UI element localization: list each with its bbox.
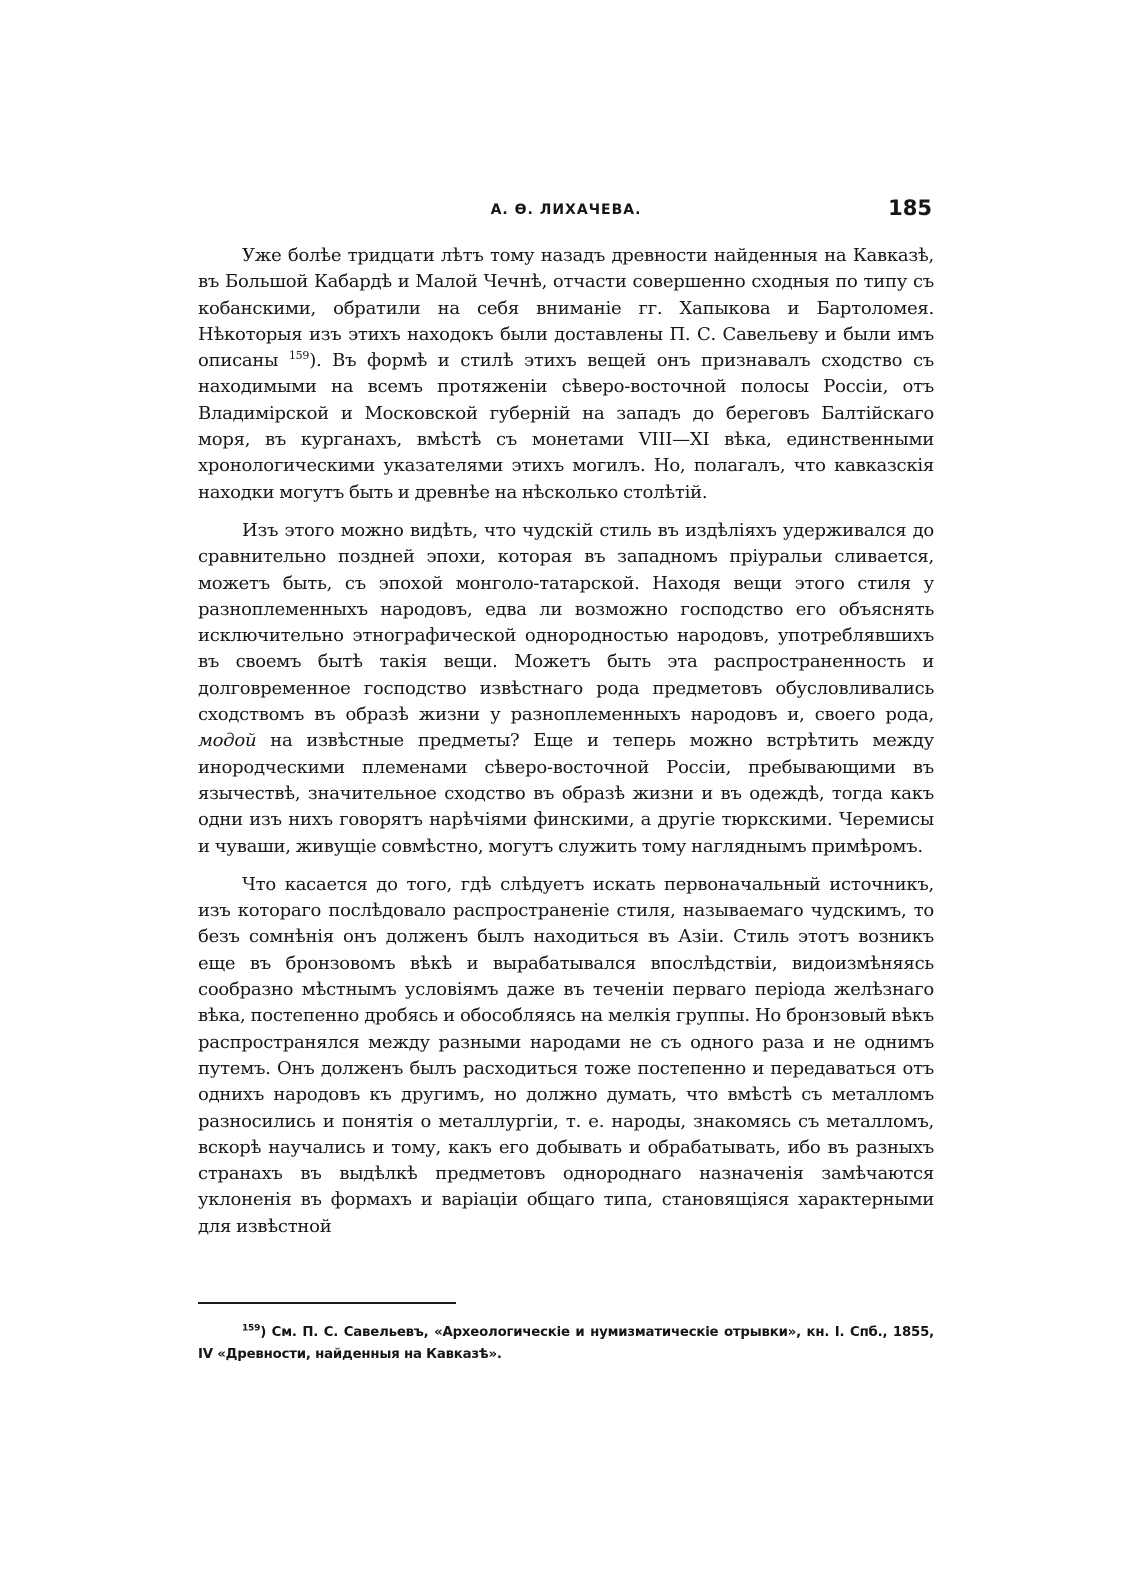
footnote xyxy=(198,1322,934,1366)
paragraph-2-text: Изъ этого можно видѣть, что чудскій стиль въ издѣліяхъ удерживался до сравнительно поздней эпохи, которая въ западномъ пріуральи сливается, можетъ быть, съ эпохой монголо-татарской. Находя вещи этого стиля у разноплеменныхъ народовъ, едва ли возможно господство его объяснять исключительно этнографической однородностью народовъ, употреблявшихъ въ своемъ бытѣ такія вещи. Можетъ быть эта распространенность и долговременное господство извѣстнаго рода предметовъ обусловливались сходствомъ въ образѣ жизни у разноплеменныхъ народовъ и, своего рода, xyxy=(198,519,934,726)
running-head: А. Ѳ. ЛИХАЧЕВА. xyxy=(490,202,642,218)
paragraph-1-continuation: ). Въ формѣ и стилѣ этихъ вещей онъ признавалъ сходство съ находимыми на всемъ протяженіи сѣверо-восточной полосы Россіи, отъ Владимірской и Московской губерній на западъ до береговъ Балтійскаго моря, въ курганахъ, вмѣстѣ съ монетами VIII—XI вѣка, единственными хронологическими указателями этихъ могилъ. Но, полагалъ, что кавказскія находки могутъ быть и древнѣе на нѣсколько столѣтій. xyxy=(198,350,934,503)
page-header xyxy=(198,196,934,226)
emphasis-word: модой xyxy=(198,730,257,752)
paragraph-3 xyxy=(198,872,934,1240)
footnote-reference: 159 xyxy=(288,349,310,363)
footnote-text: ) См. П. С. Савельевъ, «Археологическіе и нумизматическіе отрывки», кн. I. Спб., 1855, IV «Древности, найденныя на Кавказѣ». xyxy=(198,1325,934,1362)
body-text xyxy=(198,243,934,1252)
paragraph-3-text: Что касается до того, гдѣ слѣдуетъ искать первоначальный источникъ, изъ котораго послѣдовало распространеніе стиля, называемаго чудскимъ, то безъ сомнѣнія онъ долженъ былъ находиться въ Азіи. Стиль этотъ возникъ еще въ бронзовомъ вѣкѣ и вырабатывался впослѣдствіи, видоизмѣняясь сообразно мѣстнымъ условіямъ даже въ теченіи перваго періода желѣзнаго вѣка, постепенно дробясь и обособляясь на мелкія группы. Но бронзовый вѣкъ распространялся между разными народами не съ одного раза и не однимъ путемъ. Онъ долженъ былъ расходиться тоже постепенно и передаваться отъ однихъ народовъ къ другимъ, но должно думать, что вмѣстѣ съ металломъ разносились и понятія о металлургіи, т. е. народы, знакомясь съ металломъ, вскорѣ научались и тому, какъ его добывать и обрабатывать, ибо въ разныхъ странахъ въ выдѣлкѣ предметовъ однороднаго назначенія замѣчаются уклоненія въ формахъ и варіаціи общаго типа, становящіяся характерными для извѣстной xyxy=(198,873,934,1237)
page-number: 185 xyxy=(888,196,932,220)
paragraph-1 xyxy=(198,243,934,506)
paragraph-2-continuation: на извѣстные предметы? Еще и теперь можно встрѣтить между инородческими племенами сѣверо-восточной Россіи, пребывающими въ язычествѣ, значительное сходство въ образѣ жизни и въ одеждѣ, тогда какъ одни изъ нихъ говорятъ нарѣчіями финскими, а другіе тюркскими. Черемисы и чуваши, живущіе совмѣстно, могутъ служить тому нагляднымъ примѣромъ. xyxy=(198,730,934,857)
footnote-marker: 159 xyxy=(242,1323,261,1334)
paragraph-2 xyxy=(198,518,934,860)
paragraph-1-text: Уже болѣе тридцати лѣтъ тому назадъ древности найденныя на Кавказѣ, въ Большой Кабардѣ и Малой Чечнѣ, отчасти совершенно сходныя по типу съ кобанскими, обратили на себя вниманіе гг. Хапыкова и Бартоломея. Нѣкоторыя изъ этихъ находокъ были доставлены П. С. Савельеву и были имъ описаны xyxy=(198,245,934,372)
footnote-divider xyxy=(198,1302,456,1304)
